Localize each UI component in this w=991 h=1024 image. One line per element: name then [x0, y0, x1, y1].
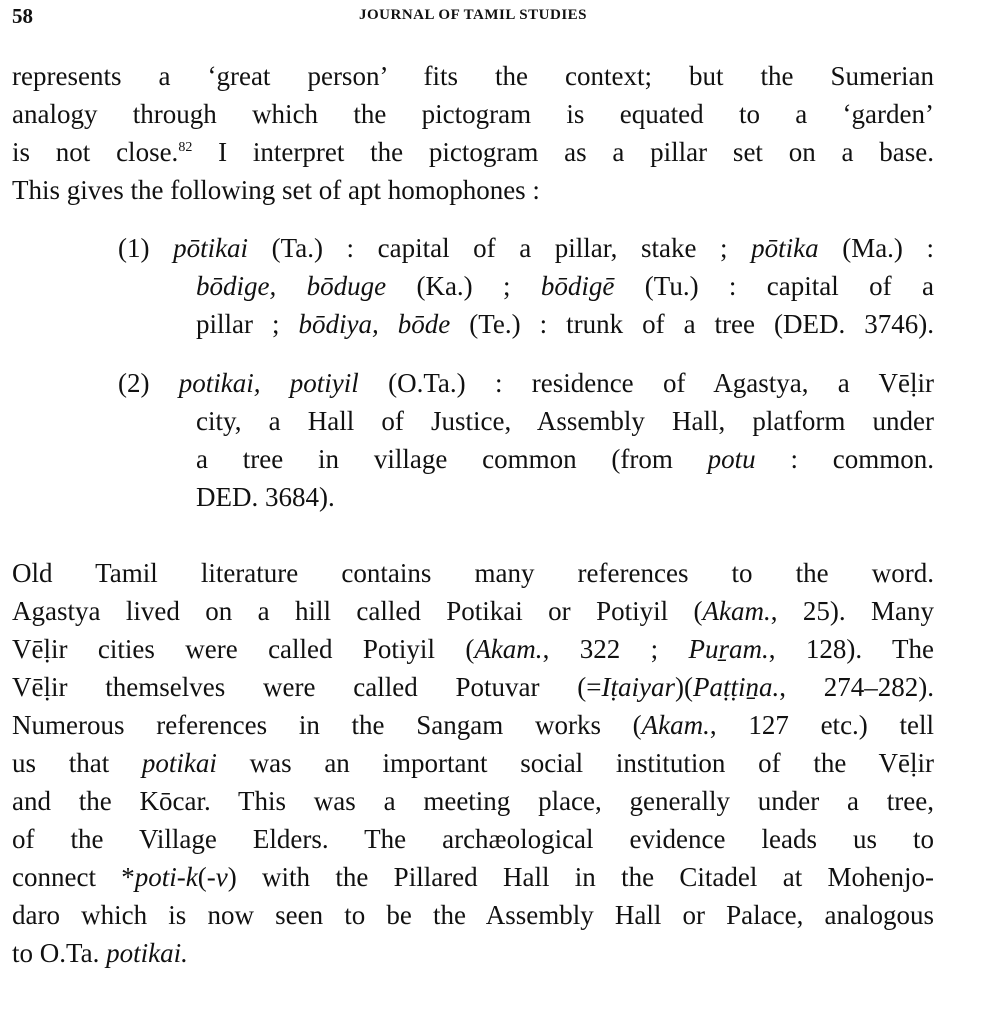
text-span: Numerous references in the Sangam works (: [12, 710, 642, 740]
list-item-2-line: [196, 441, 934, 477]
text-span: , 274–282).: [779, 672, 934, 702]
text-span: Vēḷir cities were called Potiyil (: [12, 634, 475, 664]
text-span: (O.Ta.) : residence of Agastya, a Vēḷir: [358, 368, 934, 398]
text-span: I interpret the pictogram as a pillar set on a base.: [192, 137, 934, 167]
term: potu: [707, 444, 756, 474]
text-line: [12, 669, 934, 705]
text-line: [12, 134, 934, 170]
text-span: (Tu.) : capital of a: [614, 271, 934, 301]
text-span: , 128). The: [768, 634, 934, 664]
term: potikai: [141, 748, 217, 778]
citation: Akam.: [641, 710, 710, 740]
term: potikai, potiyil: [178, 368, 359, 398]
text-span: ) with the Pillared Hall in the Citadel at Mohenjo-: [227, 862, 934, 892]
text-span: , 25). Many: [770, 596, 934, 626]
footnote-marker: 82: [178, 140, 193, 155]
citation: Paṭṭiṉa.: [692, 672, 780, 702]
text-line: daro which is now seen to be the Assembly Hall or Palace, analogous: [12, 900, 934, 930]
list-item-1-line: [118, 230, 934, 266]
text-line: [12, 935, 934, 971]
list-item-1-line: [196, 268, 934, 304]
text-span: to O.Ta.: [12, 938, 107, 968]
text-line: of the Village Elders. The archæological evidence leads us to: [12, 824, 934, 854]
term: poti-k: [134, 862, 198, 892]
text-line: represents a ‘great person’ fits the context; but the Sumerian: [12, 61, 934, 91]
text-span: Vēḷir themselves were called Potuvar (=: [12, 672, 602, 702]
citation: Akam.: [702, 596, 771, 626]
text-span: )(: [674, 672, 693, 702]
text-line: and the Kōcar. This was a meeting place, generally under a tree,: [12, 786, 934, 816]
citation: Puṟam.: [688, 634, 769, 664]
text-line: Old Tamil literature contains many references to the word.: [12, 558, 934, 588]
text-line: analogy through which the pictogram is equated to a ‘garden’: [12, 99, 934, 129]
text-line: [12, 745, 934, 781]
text-span: (-: [197, 862, 216, 892]
text-span: is not close.: [12, 137, 179, 167]
list-number: (1): [118, 233, 150, 263]
term: Iṭaiyar: [601, 672, 675, 702]
text-span: pillar ;: [196, 309, 299, 339]
running-header: [12, 4, 934, 30]
term: bōdige, bōduge: [196, 271, 387, 301]
term: pōtika: [751, 233, 819, 263]
text-span: (Te.) : trunk of a tree (DED. 3746).: [450, 309, 934, 339]
text-span: Agastya lived on a hill called Potikai or Potiyil (: [12, 596, 703, 626]
text-span: connect *: [12, 862, 135, 892]
text-span: : common.: [755, 444, 934, 474]
text-span: us that: [12, 748, 142, 778]
text-span: (Ta.) : capital of a pillar, stake ;: [248, 233, 752, 263]
text-span: (Ka.) ;: [386, 271, 541, 301]
page-number: 58: [12, 4, 33, 28]
list-number: (2): [118, 368, 150, 398]
citation: Akam.: [474, 634, 543, 664]
text-span: (Ma.) :: [818, 233, 934, 263]
text-line: [12, 707, 934, 743]
term: v: [215, 862, 228, 892]
list-item-2-line: [118, 365, 934, 401]
term: bōdiya, bōde: [298, 309, 451, 339]
running-title: JOURNAL OF TAMIL STUDIES: [358, 7, 588, 23]
list-item-1-line: [196, 306, 934, 342]
text-line: [12, 593, 934, 629]
term: pōtikai: [173, 233, 249, 263]
text-span: a tree in village common (from: [196, 444, 708, 474]
text-line: [12, 859, 934, 895]
term: potikai.: [106, 938, 188, 968]
list-item-2-line: DED. 3684).: [196, 482, 335, 512]
text-line: This gives the following set of apt homophones :: [12, 175, 540, 205]
text-span: , 127 etc.) tell: [709, 710, 934, 740]
text-span: , 322 ;: [542, 634, 689, 664]
list-item-2-line: city, a Hall of Justice, Assembly Hall, platform under: [196, 406, 934, 436]
text-line: [12, 631, 934, 667]
text-span: was an important social institution of the Vēḷir: [216, 748, 934, 778]
term: bōdigē: [540, 271, 615, 301]
